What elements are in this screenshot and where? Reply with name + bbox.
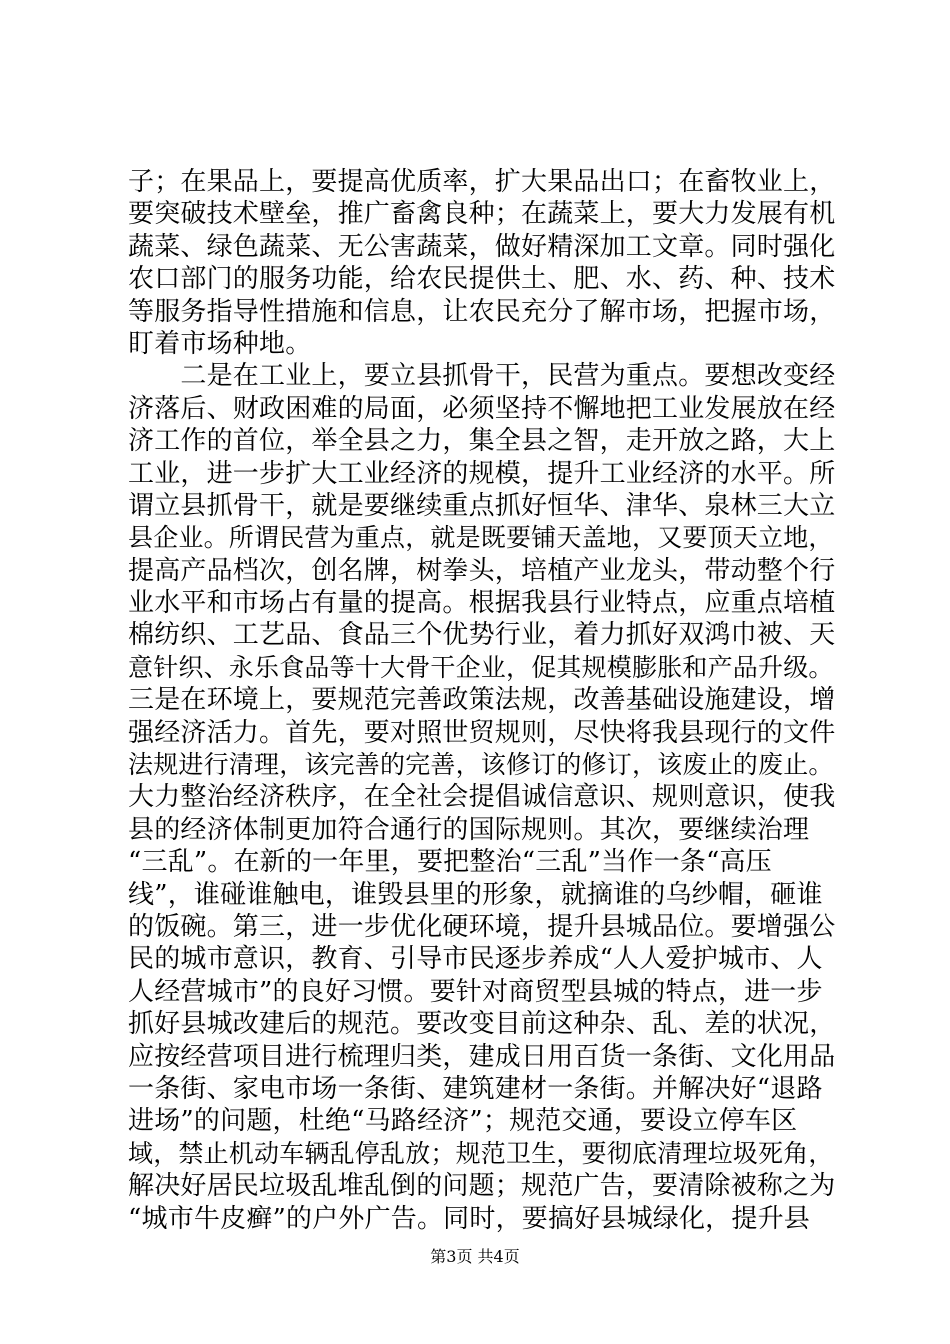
text-line: 强经济活力。首先，要对照世贸规则，尽快将我县现行的文件: [128, 717, 836, 748]
text-line: 蔬菜、绿色蔬菜、无公害蔬菜，做好精深加工文章。同时强化: [128, 231, 836, 262]
text-line: “三乱”。在新的一年里，要把整治“三乱”当作一条“高压: [128, 847, 772, 878]
text-line: 子；在果品上，要提高优质率，扩大果品出口；在畜牧业上，: [128, 167, 836, 197]
text-line: 进场”的问题，杜绝“马路经济”；规范交通，要设立停车区: [128, 1106, 798, 1137]
text-line: 线”，谁碰谁触电，谁毁县里的形象，就摘谁的乌纱帽，砸谁: [128, 879, 823, 910]
text-line: 棉纺织、工艺品、食品三个优势行业，着力抓好双鸿巾被、天: [128, 620, 836, 651]
text-line: 一条街、家电市场一条街、建筑建材一条街。并解决好“退路: [128, 1073, 823, 1104]
text-line: 济工作的首位，举全县之力，集全县之智，走开放之路，大上: [128, 426, 836, 457]
text-line: 解决好居民垃圾乱堆乱倒的问题；规范广告，要清除被称之为: [128, 1171, 836, 1202]
text-line: 二是在工业上，要立县抓骨干，民营为重点。要想改变经: [128, 361, 836, 392]
text-line: 业水平和市场占有量的提高。根据我县行业特点，应重点培植: [128, 588, 836, 619]
text-line: 抓好县城改建后的规范。要改变目前这种杂、乱、差的状况，: [128, 1009, 836, 1040]
text-line: 等服务指导性措施和信息，让农民充分了解市场，把握市场，: [128, 296, 836, 327]
text-line: 人经营城市”的良好习惯。要针对商贸型县城的特点，进一步: [128, 976, 823, 1007]
text-line: 法规进行清理，该完善的完善，该修订的修订，该废止的废止。: [128, 750, 834, 780]
text-line: 三是在环境上，要规范完善政策法规，改善基础设施建设，增: [128, 685, 836, 716]
text-line: 县企业。所谓民营为重点，就是既要铺天盖地，又要顶天立地，: [128, 523, 834, 553]
text-line: 要突破技术壁垒，推广畜禽良种；在蔬菜上，要大力发展有机: [128, 199, 836, 230]
text-line: “城市牛皮癣”的户外广告。同时，要搞好县城绿化，提升县: [128, 1203, 810, 1234]
text-line: 应按经营项目进行梳理归类，建成日用百货一条街、文化用品: [128, 1041, 836, 1072]
text-line: 域，禁止机动车辆乱停乱放；规范卫生，要彻底清理垃圾死角，: [128, 1138, 834, 1168]
text-line: 农口部门的服务功能，给农民提供土、肥、水、药、种、技术: [128, 264, 836, 295]
page-number-footer: 第3页 共4页: [430, 1247, 520, 1266]
text-line: 盯着市场种地。: [128, 328, 312, 359]
text-line: 提高产品档次，创名牌，树拳头，培植产业龙头，带动整个行: [128, 555, 836, 586]
text-line: 的饭碗。第三，进一步优化硬环境，提升县城品位。要增强公: [128, 911, 836, 942]
body-text: [128, 166, 840, 1235]
text-line: 民的城市意识，教育、引导市民逐步养成“人人爱护城市、人: [128, 944, 823, 975]
text-line: 意针织、永乐食品等十大骨干企业，促其规模膨胀和产品升级。: [128, 652, 834, 682]
text-line: 济落后、财政困难的局面，必须坚持不懈地把工业发展放在经: [128, 393, 836, 424]
text-line: 县的经济体制更加符合通行的国际规则。其次，要继续治理: [128, 814, 810, 845]
text-line: 工业，进一步扩大工业经济的规模，提升工业经济的水平。所: [128, 458, 836, 489]
text-line: 谓立县抓骨干，就是要继续重点抓好恒华、津华、泉林三大立: [128, 490, 836, 521]
text-line: 大力整治经济秩序，在全社会提倡诚信意识、规则意识，使我: [128, 782, 836, 813]
